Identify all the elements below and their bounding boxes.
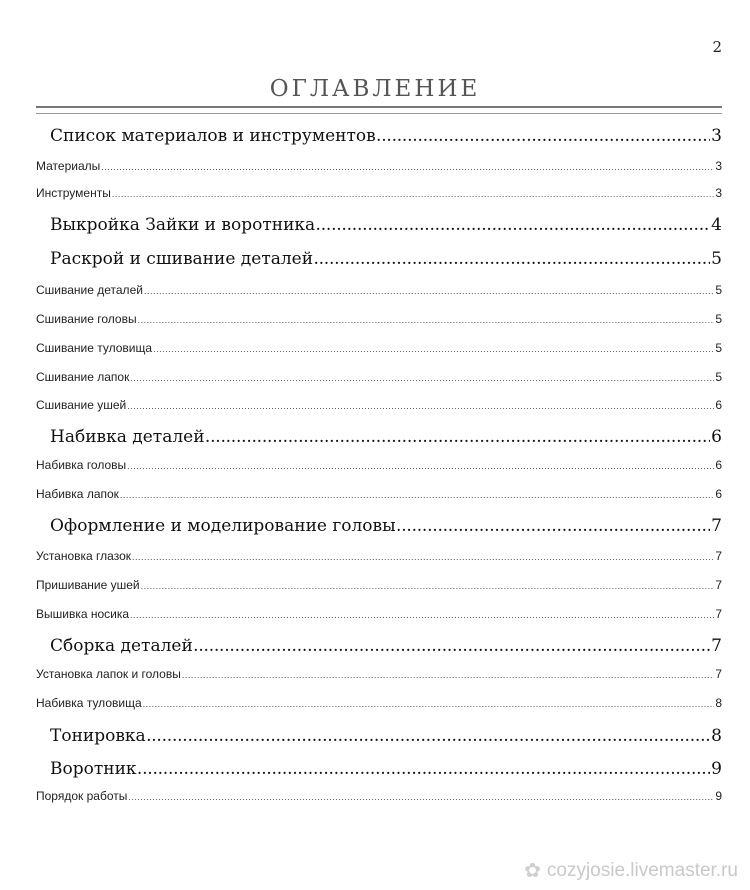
toc-entry-page: 9: [715, 789, 722, 803]
watermark-text: cozyjosie.livemaster.ru: [546, 859, 738, 881]
watermark: [524, 858, 738, 883]
toc-leader-dots: [147, 730, 710, 744]
toc-entry-page: 5: [711, 249, 722, 269]
page-title: ОГЛАВЛЕНИЕ: [269, 76, 481, 102]
toc-leader-dots: [128, 792, 714, 802]
toc-leader-dots: [130, 610, 714, 620]
toc-entry-page: 8: [711, 726, 722, 746]
toc-row-20[interactable]: [36, 696, 722, 710]
toc-entry-page: 6: [715, 398, 722, 412]
toc-entry-label: Сшивание туловища: [36, 341, 153, 355]
toc-leader-dots: [101, 162, 714, 172]
toc-entry-page: 7: [715, 607, 722, 621]
toc-row-8[interactable]: [36, 341, 722, 355]
toc-entry-label: Сшивание головы: [36, 312, 137, 326]
flower-icon: ✿: [524, 860, 541, 882]
toc-entry-label: Воротник: [50, 759, 137, 779]
toc-row-4[interactable]: [50, 215, 722, 235]
toc-leader-dots: [316, 219, 710, 233]
toc-leader-dots: [377, 130, 711, 144]
toc-row-23[interactable]: [36, 789, 722, 803]
toc-entry-label: Сшивание деталей: [36, 283, 143, 297]
toc-row-22[interactable]: [50, 759, 722, 779]
toc-row-15[interactable]: [36, 549, 722, 563]
toc-entry-page: 7: [715, 667, 722, 681]
toc-row-9[interactable]: [36, 370, 722, 384]
toc-entry-page: 9: [711, 759, 722, 779]
toc-entry-page: 6: [715, 487, 722, 501]
toc-leader-dots: [127, 461, 714, 471]
toc-entry-label: Сборка деталей: [50, 636, 193, 656]
toc-entry-label: Сшивание ушей: [36, 398, 127, 412]
toc-entry-label: Набивка лапок: [36, 487, 119, 501]
toc-entry-label: Тонировка: [50, 726, 146, 746]
toc-entry-label: Вышивка носика: [36, 607, 130, 621]
toc-row-10[interactable]: [36, 398, 722, 412]
toc-row-3[interactable]: [36, 186, 722, 200]
toc-entry-page: 3: [715, 159, 722, 173]
toc-leader-dots: [138, 763, 711, 777]
toc-leader-dots: [143, 699, 715, 709]
toc-row-21[interactable]: [50, 726, 722, 746]
toc-row-1[interactable]: [50, 126, 722, 146]
toc-leader-dots: [153, 344, 714, 354]
toc-entry-page: 7: [715, 549, 722, 563]
page-number: 2: [712, 38, 722, 56]
toc-entry-page: 5: [715, 341, 722, 355]
toc-entry-page: 3: [711, 126, 722, 146]
toc-row-2[interactable]: [36, 159, 722, 173]
toc-entry-label: Набивка головы: [36, 458, 127, 472]
toc-entry-label: Набивка деталей: [50, 427, 205, 447]
toc-leader-dots: [112, 189, 714, 199]
toc-entry-label: Материалы: [36, 159, 101, 173]
toc-leader-dots: [120, 490, 714, 500]
toc-entry-label: Сшивание лапок: [36, 370, 130, 384]
toc-entry-label: Список материалов и инструментов: [50, 126, 376, 146]
toc-leader-dots: [314, 253, 710, 267]
toc-leader-dots: [130, 373, 714, 383]
toc-row-19[interactable]: [36, 667, 722, 681]
toc-leader-dots: [397, 520, 711, 534]
toc-entry-label: Порядок работы: [36, 789, 128, 803]
toc-row-16[interactable]: [36, 578, 722, 592]
toc-entry-label: Установка глазок: [36, 549, 131, 563]
toc-entry-label: Установка лапок и головы: [36, 667, 181, 681]
toc-leader-dots: [141, 581, 715, 591]
toc-entry-page: 3: [715, 186, 722, 200]
toc-entry-page: 6: [715, 458, 722, 472]
toc-leader-dots: [182, 670, 714, 680]
toc-entry-label: Выкройка Зайки и воротника: [50, 215, 316, 235]
toc-entry-page: 5: [715, 370, 722, 384]
toc-row-5[interactable]: [50, 249, 722, 269]
toc-entry-page: 5: [715, 283, 722, 297]
toc-entry-label: Раскрой и сшивание деталей: [50, 249, 314, 269]
toc-entry-page: 6: [711, 427, 722, 447]
toc-leader-dots: [127, 401, 714, 411]
toc-leader-dots: [132, 552, 714, 562]
toc-entry-label: Набивка туловища: [36, 696, 142, 710]
toc-leader-dots: [206, 431, 711, 445]
toc-row-17[interactable]: [36, 607, 722, 621]
toc-leader-dots: [138, 315, 715, 325]
toc-row-13[interactable]: [36, 487, 722, 501]
toc-row-14[interactable]: [50, 516, 722, 536]
toc-entry-page: 4: [711, 215, 722, 235]
toc-row-7[interactable]: [36, 312, 722, 326]
toc-entry-page: 8: [715, 696, 722, 710]
toc-entry-label: Инструменты: [36, 186, 111, 200]
toc-entry-label: Пришивание ушей: [36, 578, 140, 592]
toc-row-6[interactable]: [36, 283, 722, 297]
title-divider: [36, 106, 722, 114]
toc-entry-page: 7: [715, 578, 722, 592]
toc-entry-label: Оформление и моделирование головы: [50, 516, 396, 536]
toc-leader-dots: [194, 640, 710, 654]
toc-entry-page: 7: [711, 636, 722, 656]
toc-leader-dots: [144, 286, 714, 296]
toc-entry-page: 5: [715, 312, 722, 326]
toc-row-12[interactable]: [36, 458, 722, 472]
toc-entry-page: 7: [711, 516, 722, 536]
toc-row-18[interactable]: [50, 636, 722, 656]
toc-row-11[interactable]: [50, 427, 722, 447]
